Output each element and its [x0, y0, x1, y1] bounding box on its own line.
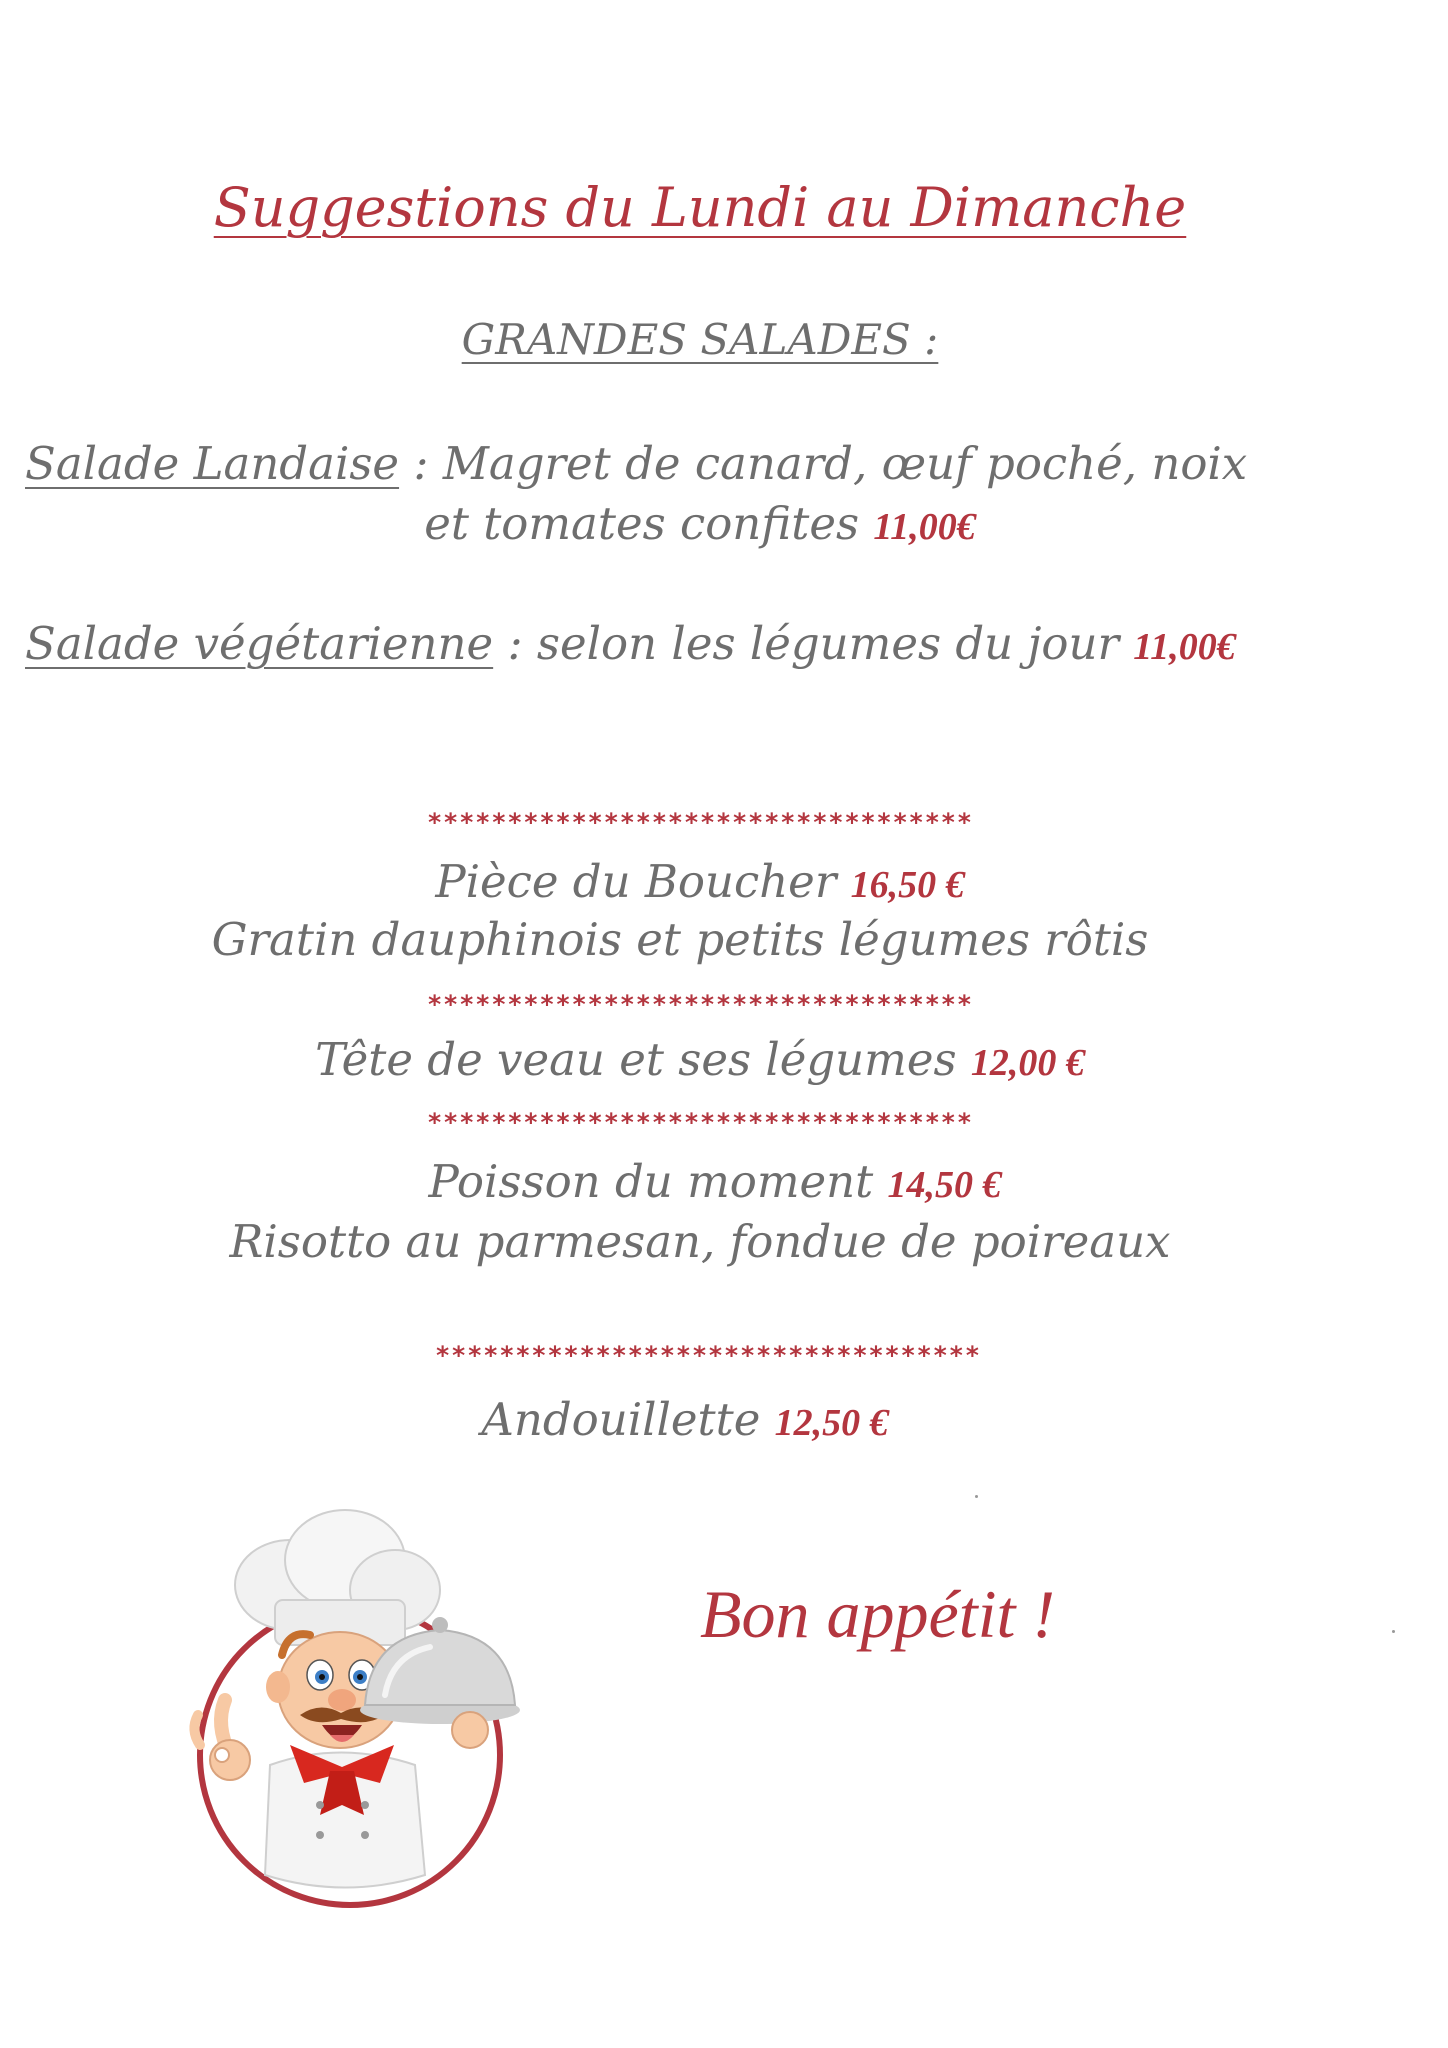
- chef-hat-icon: [235, 1510, 440, 1645]
- dish-piece-du-boucher-price: 16,50 €: [850, 864, 965, 906]
- dish-poisson-du-moment-detail: Risotto au parmesan, fondue de poireaux: [229, 1215, 1171, 1268]
- separator-stars: **********************************: [435, 1341, 981, 1370]
- dish-poisson-du-moment: [15, 1155, 1415, 1208]
- separator-stars: **********************************: [427, 1108, 973, 1137]
- dish-piece-du-boucher-name: Pièce du Boucher: [435, 855, 837, 908]
- dish-andouillette-price: 12,50 €: [774, 1402, 889, 1444]
- separator-stars: **********************************: [427, 990, 973, 1019]
- dish-poisson-du-moment-name: Poisson du moment: [428, 1155, 874, 1208]
- salad-landaise-price: 11,00€: [873, 506, 976, 548]
- section-title-grandes-salades: GRANDES SALADES :: [461, 315, 939, 364]
- dish-andouillette-name: Andouillette: [481, 1393, 761, 1446]
- salad-landaise-line2: [0, 497, 1400, 550]
- salad-landaise-line1: [25, 437, 1247, 490]
- dish-tete-de-veau: [0, 1033, 1400, 1086]
- scan-speck: [975, 1495, 978, 1498]
- dish-piece-du-boucher: [0, 855, 1400, 908]
- separator-stars: **********************************: [427, 808, 973, 837]
- chef-illustration: [170, 1505, 540, 1915]
- page-title: Suggestions du Lundi au Dimanche: [213, 176, 1187, 239]
- dish-andouillette: [0, 1393, 1385, 1446]
- salad-landaise-desc1: : Magret de canard, œuf poché, noix: [399, 437, 1248, 490]
- salad-vegetarienne-price: 11,00€: [1133, 626, 1236, 668]
- salad-vegetarienne-line: [25, 617, 1236, 670]
- scan-speck: [1392, 1630, 1395, 1633]
- salad-landaise-name: Salade Landaise: [25, 437, 400, 490]
- dish-tete-de-veau-price: 12,00 €: [970, 1042, 1085, 1084]
- salad-landaise-desc2: et tomates confites: [424, 497, 860, 550]
- dish-poisson-du-moment-price: 14,50 €: [887, 1164, 1002, 1206]
- salad-vegetarienne-desc: : selon les légumes du jour: [493, 617, 1119, 670]
- closing-text: Bon appétit !: [700, 1576, 1056, 1652]
- salad-vegetarienne-name: Salade végétarienne: [25, 617, 494, 670]
- dish-piece-du-boucher-detail: Gratin dauphinois et petits légumes rôtis: [211, 913, 1149, 966]
- dish-tete-de-veau-name: Tête de veau et ses légumes: [315, 1033, 957, 1086]
